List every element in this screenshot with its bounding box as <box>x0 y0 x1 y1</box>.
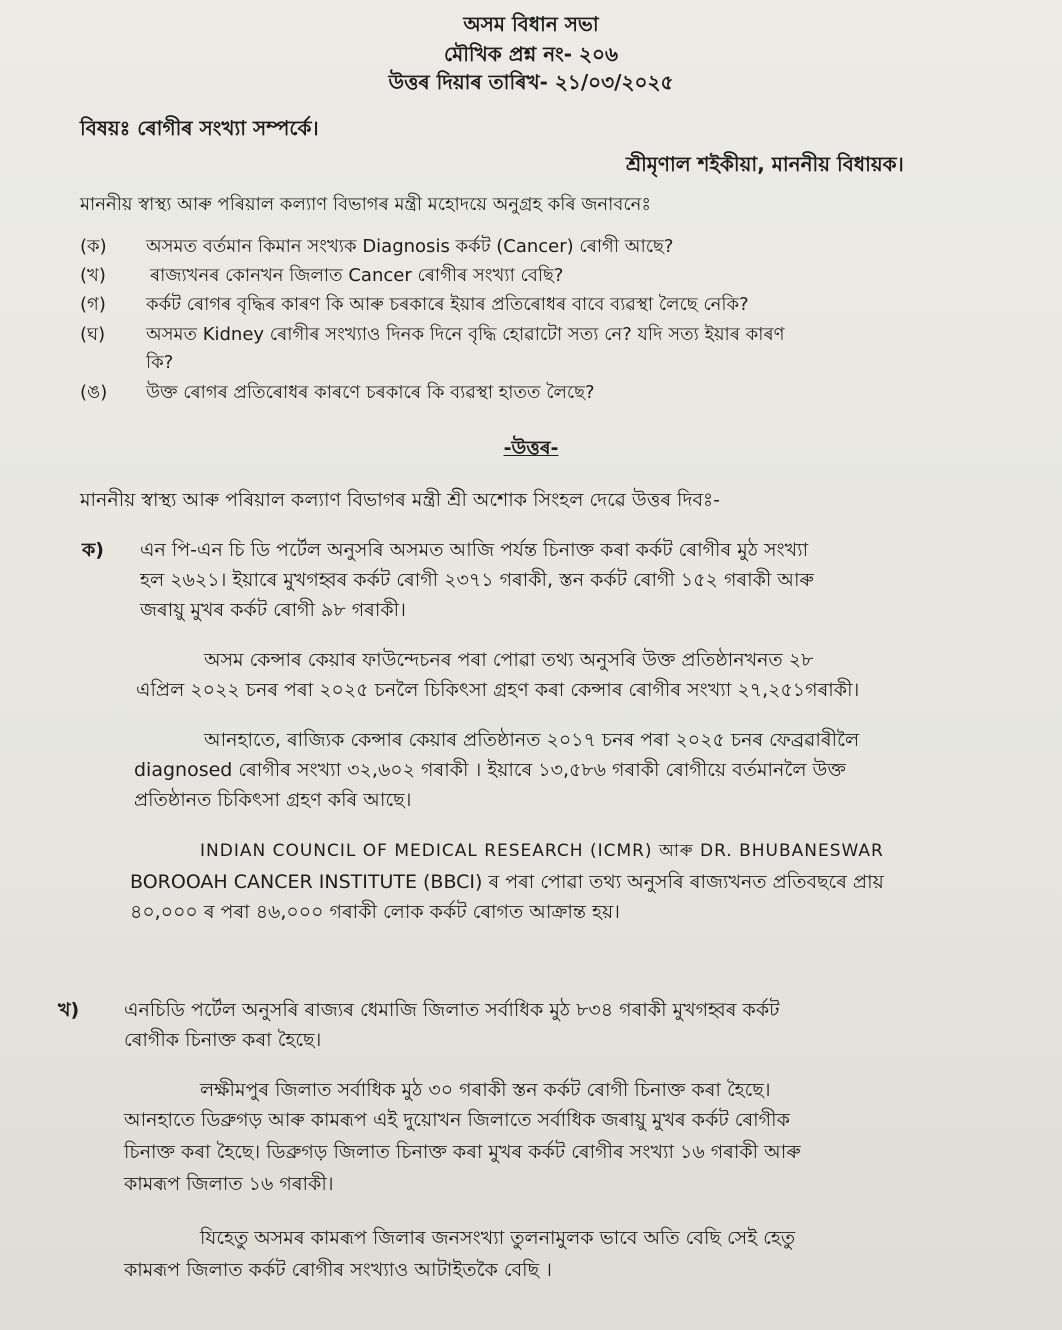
question-label: (ঘ) <box>80 324 106 345</box>
answer-line: প্ৰতিষ্ঠানত চিকিৎসা গ্ৰহণ কৰি আছে। <box>134 789 412 811</box>
answer-line: চিনাক্ত কৰা হৈছে। ডিব্ৰুগড় জিলাত চিনাক্ত কৰা মুখৰ কৰ্কট ৰোগীৰ সংখ্যা ১৬ গৰাকী আৰু <box>124 1141 801 1163</box>
question-label: (গ) <box>80 294 106 315</box>
question-label: (খ) <box>80 265 106 286</box>
answer-line: INDIAN COUNCIL OF MEDICAL RESEARCH (ICMR) আৰু DR. BHUBANESWAR <box>200 841 884 861</box>
answer-line: আনহাতে, ৰাজ্যিক কেন্সাৰ কেয়াৰ প্ৰতিষ্ঠানত ২০১৭ চনৰ পৰা ২০২৫ চনৰ ফেব্ৰৱাৰীলৈ <box>204 729 860 751</box>
subject-line: বিষয়ঃ ৰোগীৰ সংখ্যা সম্পৰ্কে। <box>80 116 319 140</box>
answer-line: কামৰূপ জিলাত ১৬ গৰাকী। <box>124 1173 334 1195</box>
answer-line: আনহাতে ডিব্ৰুগড় আৰু কামৰূপ এই দুয়োখন জিলাতে সৰ্বাধিক জৰায়ু মুখৰ কৰ্কট ৰোগীক <box>124 1109 790 1131</box>
question-text: অসমত বৰ্তমান কিমান সংখ্যক Diagnosis কৰ্কট (Cancer) ৰোগী আছে? <box>146 236 674 257</box>
question-text: কৰ্কট ৰোগৰ বৃদ্ধিৰ কাৰণ কি আৰু চৰকাৰে ইয়াৰ প্ৰতিৰোধৰ বাবে ব্যৱস্থা লৈছে নেকি? <box>146 294 749 315</box>
answer-line: জৰায়ু মুখৰ কৰ্কট ৰোগী ৯৮ গৰাকী। <box>140 599 406 621</box>
answer-title: -উত্তৰ- <box>503 437 559 459</box>
answer-line: এপ্ৰিল ২০২২ চনৰ পৰা ২০২৫ চনলৈ চিকিৎসা গ্ৰহণ কৰা কেন্সাৰ ৰোগীৰ সংখ্যা ২৭,২৫১গৰাকী। <box>136 679 860 701</box>
assembly-title: অসম বিধান সভা <box>463 12 599 36</box>
mla-name: শ্ৰীমৃণাল শইকীয়া, মাননীয় বিধায়ক। <box>626 152 904 176</box>
question-text: অসমত Kidney ৰোগীৰ সংখ্যাও দিনক দিনে বৃদ্ধি হোৱাটো সত্য নে? যদি সত্য ইয়াৰ কাৰণ <box>146 324 785 345</box>
answer-label-kha: খ) <box>58 999 80 1021</box>
question-label: (ক) <box>80 236 107 257</box>
answer-line: BOROOAH CANCER INSTITUTE (BBCI) ৰ পৰা পোৱা তথ্য অনুসৰি ৰাজ্যখনত প্ৰতিবছৰে প্ৰায় <box>130 871 884 893</box>
question-text: ৰাজ্যখনৰ কোনখন জিলাত Cancer ৰোগীৰ সংখ্যা বেছি? <box>150 265 564 286</box>
answer-intro: মাননীয় স্বাস্থ্য আৰু পৰিয়াল কল্যাণ বিভাগৰ মন্ত্ৰী শ্ৰী অশোক সিংহল দেৱে উত্তৰ দিবঃ- <box>80 489 721 511</box>
answer-line: ৰোগীক চিনাক্ত কৰা হৈছে। <box>124 1029 322 1051</box>
answer-line: এন পি-এন চি ডি পৰ্টেল অনুসৰি অসমত আজি পৰ্যন্ত চিনাক্ত কৰা কৰ্কট ৰোগীৰ মুঠ সংখ্যা <box>140 539 809 561</box>
question-text: উক্ত ৰোগৰ প্ৰতিৰোধৰ কাৰণে চৰকাৰে কি ব্যৱস্থা হাতত লৈছে? <box>146 382 595 403</box>
answer-line: লক্ষীমপুৰ জিলাত সৰ্বাধিক মুঠ ৩০ গৰাকী স্তন কৰ্কট ৰোগী চিনাক্ত কৰা হৈছে। <box>200 1079 771 1101</box>
answer-line: diagnosed ৰোগীৰ সংখ্যা ৩২,৬০২ গৰাকী । ইয়াৰে ১৩,৫৮৬ গৰাকী ৰোগীয়ে বৰ্তমানলৈ উক্ত <box>134 759 846 781</box>
questions-intro: মাননীয় স্বাস্থ্য আৰু পৰিয়াল কল্যাণ বিভাগৰ মন্ত্ৰী মহোদয়ে অনুগ্ৰহ কৰি জনাবনেঃ <box>80 194 651 215</box>
answer-label-ka: ক) <box>82 539 104 561</box>
answer-line: হল ২৬২১। ইয়াৰে মুখগহ্বৰ কৰ্কট ৰোগী ২৩৭১ গৰাকী, স্তন কৰ্কট ৰোগী ১৫২ গৰাকী আৰু <box>140 569 814 591</box>
answer-date: উত্তৰ দিয়াৰ তাৰিখ- ২১/০৩/২০২৫ <box>388 70 674 94</box>
question-number: মৌখিক প্ৰশ্ন নং- ২০৬ <box>443 42 619 66</box>
answer-line: এনচিডি পৰ্টেল অনুসৰি ৰাজ্যৰ ধেমাজি জিলাত সৰ্বাধিক মুঠ ৮৩৪ গৰাকী মুখগহ্বৰ কৰ্কট <box>124 999 780 1021</box>
answer-line: কামৰূপ জিলাত কৰ্কট ৰোগীৰ সংখ্যাও আটাইতকৈ বেছি । <box>124 1259 552 1281</box>
question-text: কি? <box>146 352 174 373</box>
answer-line: যিহেতু অসমৰ কামৰূপ জিলাৰ জনসংখ্যা তুলনামুলক ভাবে অতি বেছি সেই হেতু <box>200 1227 796 1249</box>
answer-line: ৪০,০০০ ৰ পৰা ৪৬,০০০ গৰাকী লোক কৰ্কট ৰোগত আক্ৰান্ত হয়। <box>130 901 620 923</box>
question-label: (ঙ) <box>80 382 108 403</box>
answer-line: অসম কেন্সাৰ কেয়াৰ ফাউন্দেচনৰ পৰা পোৱা তথ্য অনুসৰি উক্ত প্ৰতিষ্ঠানখনত ২৮ <box>204 649 814 671</box>
